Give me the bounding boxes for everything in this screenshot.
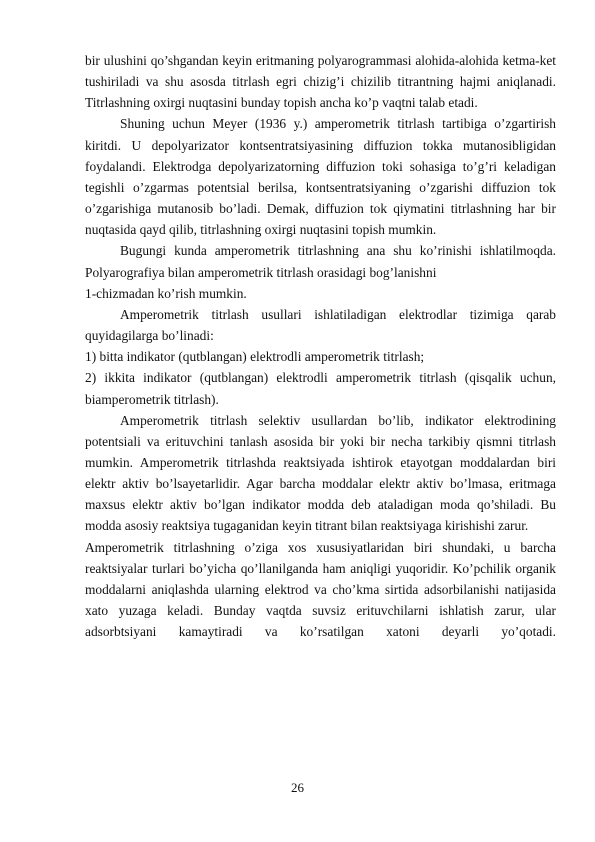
list-item-two-electrodes: 2) ikkita indikator (qutblangan) elektrodli amperometrik titrlash (qisqalik uchun, biamperometrik titrlash). <box>85 370 556 407</box>
paragraph-selectivity: Amperometrik titrlash selektiv usullardan bo’lib, indikator elektrodining potentsiali va erituvchini tanlash asosida bir yoki bir necha tarkibiy qismni titrlash mumkin. Amperometrik titrlashda reaktsiyada ishtirok etayotgan moddalardan biri elektr aktiv bo’lsayetarlidir. Agar barcha moddalar elektr aktiv bo’lmasa, eritmaga maxsus elektr aktiv bo’lgan indikator modda deb ataladigan moda qo’shiladi. Bu modda asosiy reaktsiya tugaganidan keyin titrant bilan reaktsiyaga kirishishi zarur. <box>85 412 556 534</box>
document-body <box>85 50 556 642</box>
list-item-single-electrode: 1) bitta indikator (qutblangan) elektrodli amperometrik titrlash; <box>85 349 425 365</box>
paragraph-continuation: bir ulushini qo’shgandan keyin eritmaning polyarogrammasi alohida-alohida ketma-ket tushiriladi va shu asosda titrlash egri chizig’i chizilib titrantning hajmi aniqlanadi. Titrlashning oxirgi nuqtasini bunday topish ancha ko’p vaqtni talab etadi. <box>85 53 556 111</box>
paragraph-method-classification: Amperometrik titrlash usullari ishlatiladigan elektrodlar tizimiga qarab quyidagilarga bo’linadi: <box>85 306 556 344</box>
paragraph-meyer-modification: Shuning uchun Meyer (1936 y.) amperometrik titrlash tartibiga o’zgartirish kiritdi. U depolyarizator kontsentratsiyasining diffuzion tokka mutanosibligidan foydalandi. Elektrodga depolyarizatorning diffuzion toki sohasiga to’g’ri keladigan tegishli o’zgarmas potentsial berilsa, kontsentratsiyaning o’zgarishi diffuzion tok o’zgarishiga mutanosib bo’ladi. Demak, diffuzion tok qiymatini titrlashning har bir nuqtasida qayd qilib, titrlashning oxirgi nuqtasini topish mumkin. <box>85 116 556 238</box>
paragraph-figure-reference: 1-chizmadan ko’rish mumkin. <box>85 285 247 301</box>
page-number: 26 <box>291 780 304 795</box>
paragraph-modern-usage: Bugungi kunda amperometrik titrlashning ana shu ko’rinishi ishlatilmoqda. Polyarografiya bilan amperometrik titrlash orasidagi bog’lanishni <box>85 243 556 280</box>
paragraph-accuracy: Amperometrik titrlashning o’ziga xos xususiyatlaridan biri shundaki, u barcha reaktsiyalar turlari bo’yicha qo’llanilganda ham aniqligi yuqoridir. Ko’pchilik organik moddalarni aniqlashda ularning elektrod va cho’kma sirtida adsorbilanishi natijasida xato yuzaga keladi. Bunday vaqtda suvsiz erituvchilarni ishlatish zarur, ular adsorbtsiyani kamaytiradi va ko’rsatilgan xatoni deyarli yo’qotadi. <box>85 539 556 640</box>
